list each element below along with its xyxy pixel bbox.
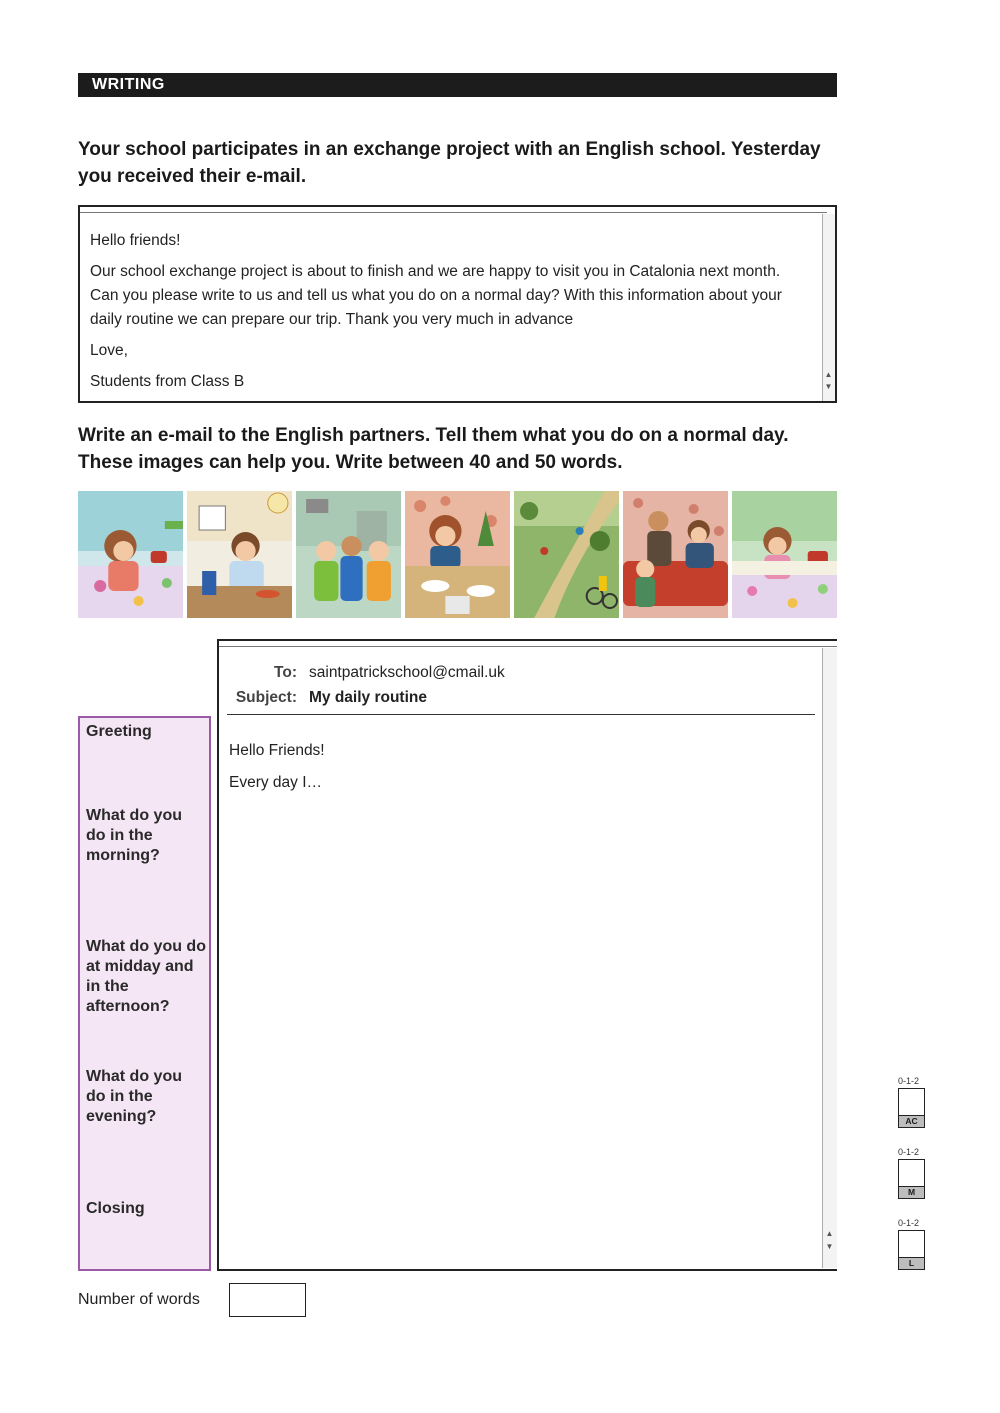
label-closing: Closing [86, 1200, 145, 1217]
email-body-field[interactable] [229, 735, 325, 799]
score-box-m[interactable] [898, 1159, 925, 1199]
section-header-bar [78, 73, 837, 97]
score-tag-ac: AC [899, 1115, 924, 1127]
score-tag-m: M [899, 1186, 924, 1198]
subject-label: Subject: [235, 689, 297, 706]
score-scale-m: 0-1-2 [898, 1147, 920, 1157]
comic-panel-breakfast [187, 491, 292, 618]
score-box-ac[interactable] [898, 1088, 925, 1128]
comic-panel-bedtime [732, 491, 837, 618]
score-scale-ac: 0-1-2 [898, 1076, 920, 1086]
scroll-down-icon[interactable]: ▼ [825, 1242, 834, 1251]
comic-panel-family-sofa [623, 491, 728, 618]
task-instructions: Write an e-mail to the English partners. Tell them what you do on a normal day. These images can help you. Write between 40 and 50 words. [78, 425, 789, 473]
label-midday: What do you do at midday and in the afternoon? [86, 938, 206, 1015]
subject-field[interactable]: My daily routine [309, 689, 427, 706]
score-scale-l: 0-1-2 [898, 1218, 920, 1228]
compose-scrollbar[interactable] [822, 648, 837, 1268]
window-top-line [80, 212, 827, 213]
scroll-up-icon[interactable]: ▲ [824, 370, 833, 379]
number-of-words-input[interactable] [229, 1283, 306, 1317]
comic-panel-park [514, 491, 619, 618]
received-email-window [78, 205, 837, 403]
received-greeting: Hello friends! [90, 232, 181, 249]
comic-panel-wake-up [78, 491, 183, 618]
received-signoff: Love, [90, 342, 128, 359]
received-body: Our school exchange project is about to finish and we are happy to visit you in Catalonia next month. Can you please write to us and tell us what you do on a normal day? With this information about your daily routine we can prepare our trip. Thank you very much in advance [90, 263, 782, 328]
to-label: To: [274, 664, 297, 681]
body-line-start: Every day I… [229, 774, 323, 791]
comic-strip [78, 491, 837, 618]
label-greeting: Greeting [86, 723, 152, 740]
comic-panel-lunch [405, 491, 510, 618]
score-tag-l: L [899, 1257, 924, 1269]
score-box-l[interactable] [898, 1230, 925, 1270]
intro-instructions: Your school participates in an exchange project with an English school. Yesterday you received their e-mail. [78, 139, 821, 187]
body-line-greeting: Hello Friends! [229, 742, 325, 759]
window-top-line [219, 646, 837, 647]
received-signature: Students from Class B [90, 373, 245, 390]
to-field[interactable]: saintpatrickschool@cmail.uk [309, 664, 505, 681]
compose-email-window [217, 639, 837, 1271]
section-title: WRITING [92, 76, 165, 93]
received-email-scrollbar[interactable] [822, 214, 835, 401]
window-top-border [219, 639, 837, 641]
label-evening: What do you do in the evening? [86, 1068, 182, 1125]
scroll-up-icon[interactable]: ▲ [825, 1229, 834, 1238]
received-email-text [90, 229, 810, 401]
scroll-down-icon[interactable]: ▼ [824, 382, 833, 391]
comic-panel-walk-to-school [296, 491, 401, 618]
header-separator [227, 714, 815, 715]
guide-labels-column [78, 716, 211, 1271]
label-morning: What do you do in the morning? [86, 807, 182, 864]
number-of-words-label: Number of words [78, 1291, 200, 1308]
